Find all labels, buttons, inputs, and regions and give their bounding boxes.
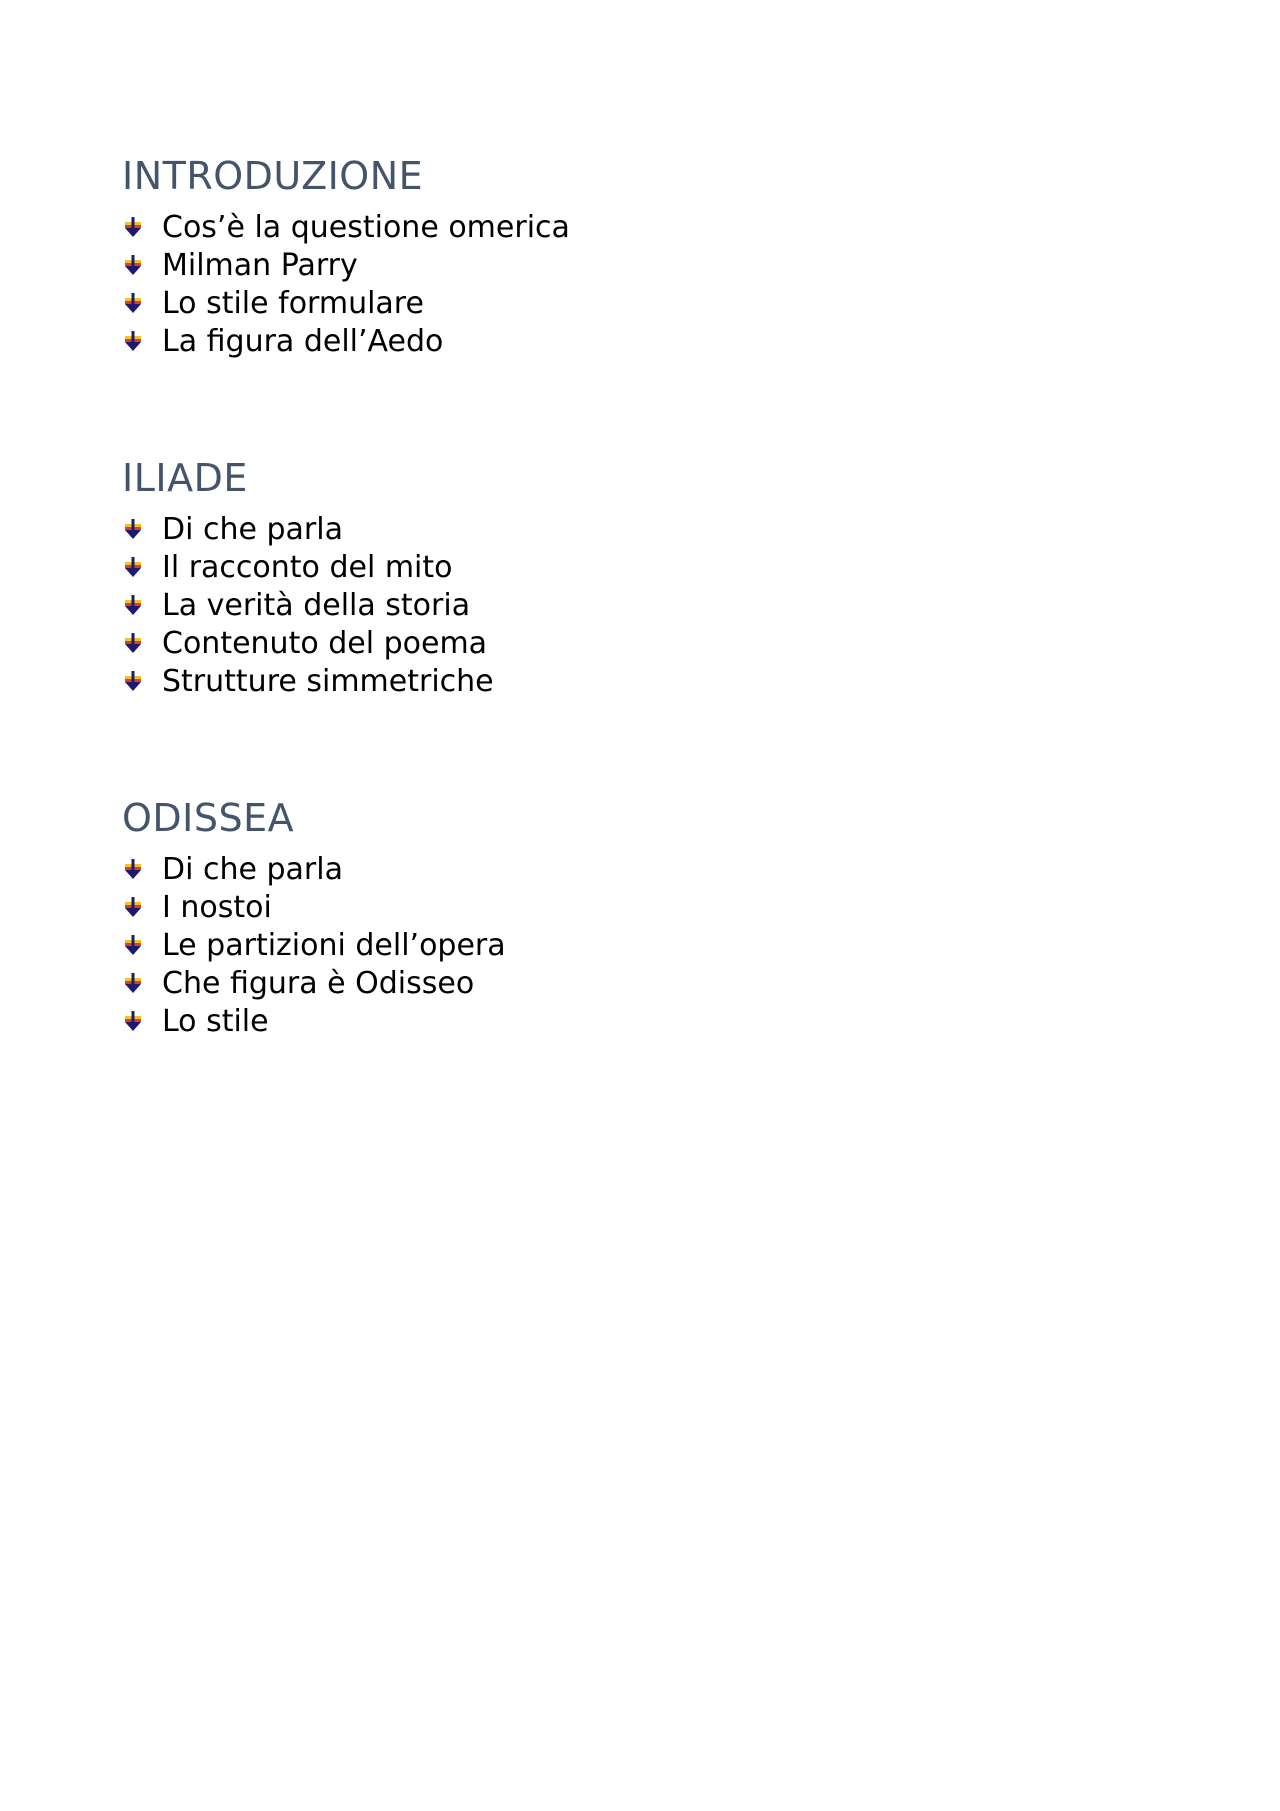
- list-item-text: Contenuto del poema: [162, 625, 488, 661]
- list-item-text: Il racconto del mito: [162, 549, 453, 585]
- arrow-down-bullet-icon: [122, 594, 144, 616]
- list-item: [122, 322, 570, 360]
- list-item: [122, 284, 570, 322]
- list-item-text: Le partizioni dell’opera: [162, 927, 506, 963]
- list-item-text: Di che parla: [162, 851, 343, 887]
- arrow-down-bullet-icon: [122, 1010, 144, 1032]
- list-item: [122, 888, 506, 926]
- list-item: [122, 548, 494, 586]
- arrow-down-bullet-icon: [122, 292, 144, 314]
- list-item-text: Che figura è Odisseo: [162, 965, 475, 1001]
- list-item: [122, 1002, 506, 1040]
- bullet-list: [122, 208, 570, 360]
- list-item: [122, 926, 506, 964]
- list-item-text: La figura dell’Aedo: [162, 323, 444, 359]
- list-item: [122, 510, 494, 548]
- section-odissea: [122, 792, 506, 1040]
- list-item: [122, 208, 570, 246]
- list-item: [122, 662, 494, 700]
- list-item-text: Di che parla: [162, 511, 343, 547]
- list-item-text: Lo stile: [162, 1003, 269, 1039]
- list-item: [122, 624, 494, 662]
- section-title: ODISSEA: [122, 796, 295, 840]
- arrow-down-bullet-icon: [122, 632, 144, 654]
- bullet-list: [122, 850, 506, 1040]
- list-item: [122, 246, 570, 284]
- list-item: [122, 850, 506, 888]
- section-title: ILIADE: [122, 456, 248, 500]
- section-title: INTRODUZIONE: [122, 154, 424, 198]
- arrow-down-bullet-icon: [122, 858, 144, 880]
- arrow-down-bullet-icon: [122, 670, 144, 692]
- list-item-text: Lo stile formulare: [162, 285, 424, 321]
- bullet-list: [122, 510, 494, 700]
- arrow-down-bullet-icon: [122, 896, 144, 918]
- list-item-text: La verità della storia: [162, 587, 471, 623]
- list-item: [122, 586, 494, 624]
- arrow-down-bullet-icon: [122, 330, 144, 352]
- list-item-text: Milman Parry: [162, 247, 358, 283]
- list-item-text: Strutture simmetriche: [162, 663, 494, 699]
- section-introduzione: [122, 150, 570, 360]
- arrow-down-bullet-icon: [122, 556, 144, 578]
- arrow-down-bullet-icon: [122, 254, 144, 276]
- section-iliade: [122, 452, 494, 700]
- list-item-text: Cos’è la questione omerica: [162, 209, 570, 245]
- arrow-down-bullet-icon: [122, 934, 144, 956]
- list-item: [122, 964, 506, 1002]
- arrow-down-bullet-icon: [122, 972, 144, 994]
- arrow-down-bullet-icon: [122, 216, 144, 238]
- list-item-text: I nostoi: [162, 889, 272, 925]
- arrow-down-bullet-icon: [122, 518, 144, 540]
